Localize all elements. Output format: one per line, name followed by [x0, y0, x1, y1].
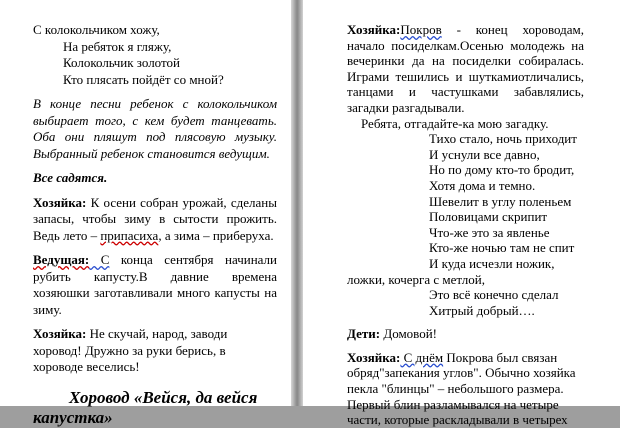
riddle-intro: Ребята, отгадайте-ка мою загадку. — [361, 115, 549, 131]
spellcheck-word: С днём — [400, 349, 444, 365]
spellcheck-word: Покров — [400, 22, 442, 37]
speaker-label: Ведущая: — [33, 252, 90, 267]
stage-direction: В конце песни ребенок с колокольчиком выбирает того, с кем будет танцевать. Оба они пляшут под плясовую музыку. Выбранный ребенок становится ведущим. — [33, 96, 277, 161]
paragraph-text: Не скучай, народ, заводи хоровод! Дружно за руки берись, в хороводе веселись! — [33, 326, 228, 374]
riddle-line: Хитрый добрый…. — [429, 302, 535, 318]
riddle-line: Тихо стало, ночь приходит — [429, 131, 577, 147]
paragraph-hostess-2 — [33, 326, 277, 376]
riddle-line: И уснули все давно, — [429, 146, 540, 162]
riddle-verse — [347, 131, 584, 271]
riddle-line: И куда исчезли ножик, — [429, 255, 555, 271]
speaker-label: Дети: — [347, 326, 381, 342]
riddle-line: Кто-же ночью там не спит — [429, 240, 575, 256]
riddle-verse-end — [347, 287, 584, 318]
verse-line: Колокольчик золотой — [63, 55, 180, 70]
paragraph-children — [347, 326, 584, 342]
paragraph-text: , а зима – приберуха. — [158, 227, 274, 243]
paragraph-text: Покрова был связан обряд"запекания углов". Обычно хозяйка пекла "блинцы" – небольшого размера. Первый блин разламывался на четыре части, которые раскладывали в четырех — [347, 349, 576, 428]
stage-direction-sit: Все садятся. — [33, 170, 108, 185]
song-verse — [33, 22, 277, 88]
document-page-left — [0, 0, 291, 427]
paragraph-text: конца сентября начинали рубить капусту.В давние времена хозяюшки заготавливали много капусты на зиму. — [33, 252, 277, 317]
riddle-line: Половицами скрипит — [429, 209, 548, 225]
page-gutter — [291, 0, 303, 406]
speaker-label: Хозяйка: — [33, 194, 87, 210]
verse-line: На ребяток я гляжу, — [63, 38, 172, 54]
speaker-label: Хозяйка: — [33, 326, 87, 341]
speaker-label: Хозяйка: — [347, 22, 401, 37]
spellcheck-word: С — [89, 252, 110, 267]
riddle-line: Шевелит в углу поленьем — [429, 193, 572, 209]
paragraph-text: К осени собран урожай, сделаны запасы, чтобы зиму в сытости прожить. Ведь лето – — [33, 194, 277, 243]
riddle-line: Но по дому кто-то бродит, — [429, 162, 575, 178]
verse-line: С колокольчиком хожу, — [33, 22, 160, 37]
paragraph-hostess-1 — [33, 195, 277, 245]
riddle-line-continued: ложки, кочерга с метлой, — [347, 271, 485, 287]
speaker-label: Хозяйка: — [347, 349, 401, 365]
riddle-line: Хотя дома и темно. — [429, 177, 536, 193]
paragraph-text: - конец хороводам, начало посиделкам.Осенью молодежь на вечеринки да на посиделки собиралась. Играми тешились и шуткамиотличались, танцами и частушками забавлялись, загадки разгадывали. — [347, 22, 584, 115]
spellcheck-word: припасиха — [100, 227, 159, 243]
paragraph-host — [33, 252, 277, 318]
paragraph-text: Домовой! — [380, 326, 438, 342]
riddle-line: Это всё конечно сделал — [429, 287, 559, 303]
paragraph-hostess-3 — [347, 22, 584, 116]
paragraph-hostess-4 — [347, 350, 584, 428]
riddle-line: Что-же это за явленье — [429, 224, 550, 240]
verse-line: Кто плясать пойдёт со мной? — [63, 71, 224, 87]
document-page-right — [303, 0, 620, 428]
section-title: Хоровод «Вейся, да вейся капустка» — [33, 387, 258, 427]
